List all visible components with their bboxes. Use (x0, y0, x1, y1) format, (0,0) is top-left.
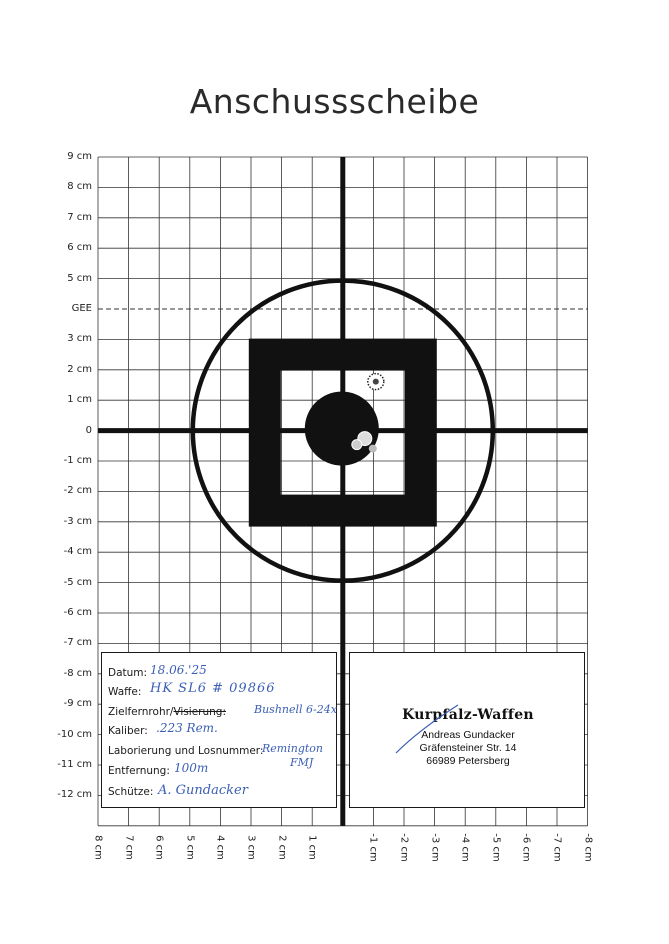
weapon-value: HK SL6 # 09866 (150, 681, 276, 696)
x-axis-label: -6 cm (520, 833, 532, 862)
y-axis-label: 3 cm (67, 333, 92, 345)
x-axis-label: 1 cm (306, 835, 318, 860)
date-label: Datum: (108, 667, 148, 679)
bullseye-disc (305, 392, 379, 466)
lot-label: Laborierung und Losnummer: (108, 745, 264, 757)
y-axis-label: -5 cm (63, 576, 92, 588)
weapon-label: Waffe: (108, 686, 142, 698)
page-title: Anschussscheibe (189, 82, 480, 121)
lot-value-1: Remington (262, 742, 323, 755)
x-axis-label: -5 cm (490, 833, 502, 862)
distance-value: 100m (174, 761, 209, 775)
x-axis-label: 6 cm (153, 835, 165, 860)
scope-value: Bushnell 6-24x (254, 703, 337, 716)
x-axis-label: 4 cm (214, 835, 226, 860)
distance-label: Entfernung: (108, 765, 170, 777)
y-axis-label: -3 cm (63, 515, 92, 527)
date-value: 18.06.'25 (150, 663, 207, 677)
y-axis-label: 6 cm (67, 242, 92, 254)
y-axis-label: 0 (85, 424, 92, 436)
dealer-stamp-box (349, 652, 585, 808)
x-axis-label: -2 cm (398, 833, 410, 862)
y-axis-label: -12 cm (57, 789, 92, 801)
y-axis-label: 2 cm (67, 363, 92, 375)
x-axis-label: -3 cm (429, 833, 441, 862)
x-axis-label: 5 cm (184, 835, 196, 860)
x-axis-label: 3 cm (245, 835, 257, 860)
x-axis-label: 2 cm (276, 835, 288, 860)
x-axis-label: -1 cm (367, 833, 379, 862)
y-axis-label: 9 cm (67, 151, 92, 162)
x-axis-label: -7 cm (551, 833, 563, 862)
shot-hole (352, 440, 362, 450)
scope-label-b: Visierung: (173, 706, 226, 718)
shot-hole-center (373, 379, 379, 385)
dealer-street: Gräfensteiner Str. 14 (419, 742, 517, 754)
dealer-name: Kurpfalz-Waffen (402, 707, 534, 723)
y-axis-label: GEE (71, 303, 92, 314)
shot-info-box (101, 652, 337, 808)
y-axis-label: -6 cm (63, 607, 92, 618)
caliber-label: Kaliber: (108, 725, 148, 737)
y-axis-label: 7 cm (67, 211, 92, 223)
x-axis-label: 7 cm (123, 835, 135, 860)
y-axis-label: 5 cm (67, 272, 92, 284)
dealer-owner: Andreas Gundacker (421, 729, 515, 741)
dealer-city: 66989 Petersberg (426, 755, 510, 767)
y-axis-label: -2 cm (63, 485, 92, 497)
y-axis-label: -4 cm (63, 546, 92, 558)
x-axis-label: 8 cm (92, 835, 104, 860)
x-axis-label: -4 cm (459, 833, 471, 862)
y-axis-label: 8 cm (67, 181, 92, 193)
y-axis-label: -9 cm (63, 698, 92, 710)
y-axis-label: -1 cm (63, 455, 92, 466)
caliber-value: .223 Rem. (156, 721, 218, 735)
shot-hole (369, 445, 377, 453)
y-axis-label: -7 cm (63, 637, 92, 649)
shooter-value: A. Gundacker (158, 783, 248, 798)
shooter-label: Schütze: (108, 786, 154, 798)
signature-stroke (350, 653, 586, 809)
scope-label (108, 706, 226, 718)
scope-label-a: Zielfernrohr/ (108, 706, 174, 718)
y-axis-label: -11 cm (57, 759, 92, 770)
lot-value-2: FMJ (290, 756, 314, 769)
x-axis-label: -8 cm (582, 833, 594, 862)
y-axis-label: -8 cm (63, 667, 92, 679)
y-axis-label: 1 cm (67, 394, 92, 406)
y-axis-label: -10 cm (57, 728, 92, 740)
